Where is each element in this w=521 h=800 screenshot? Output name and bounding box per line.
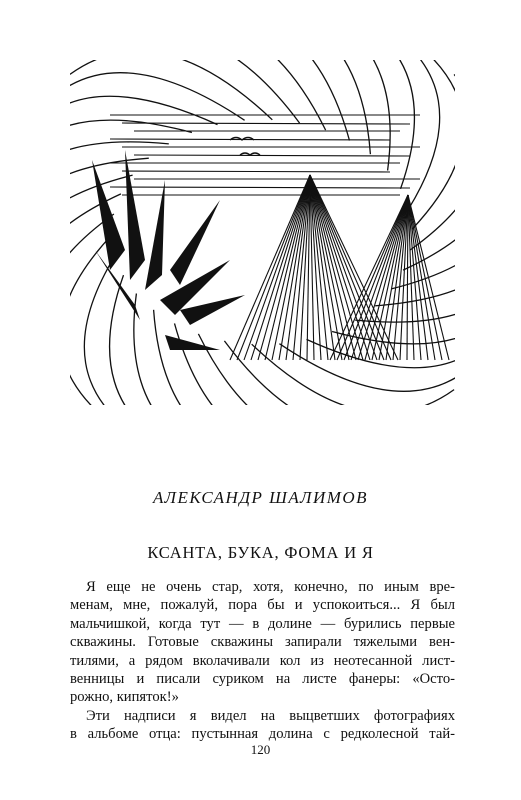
woodcut-illustration [70, 60, 455, 405]
text-line: менам, мне, пожалуй, пора бы и успокоиться... Я был [70, 597, 455, 614]
text-line: Я еще не очень стар, хотя, конечно, по иным вре- [86, 579, 455, 595]
author-name: АЛЕКСАНДР ШАЛИМОВ [152, 488, 369, 507]
illustration-drawing [70, 60, 455, 405]
text-line: тилями, а рядом вколачивали кол из неотесанной лист- [70, 652, 455, 669]
text-line: венницы и писали суриком на листе фанеры: «Осто- [70, 670, 455, 687]
story-title: КСАНТА, БУКА, ФОМА И Я [147, 543, 374, 562]
text-line: Эти надписи я видел на выцветших фотографиях [86, 707, 455, 724]
text-line: в альбоме отца: пустынная долина с редколесной тай- [70, 726, 455, 743]
story-text [70, 578, 455, 744]
text-line: скважины. Готовые скважины запирали тяжелыми вен- [70, 634, 455, 651]
text-line: мальчишкой, когда тут — в долине — бурились первые [70, 615, 455, 632]
page-number: 120 [250, 742, 271, 757]
text-line: рожно, кипяток!» [70, 689, 179, 706]
